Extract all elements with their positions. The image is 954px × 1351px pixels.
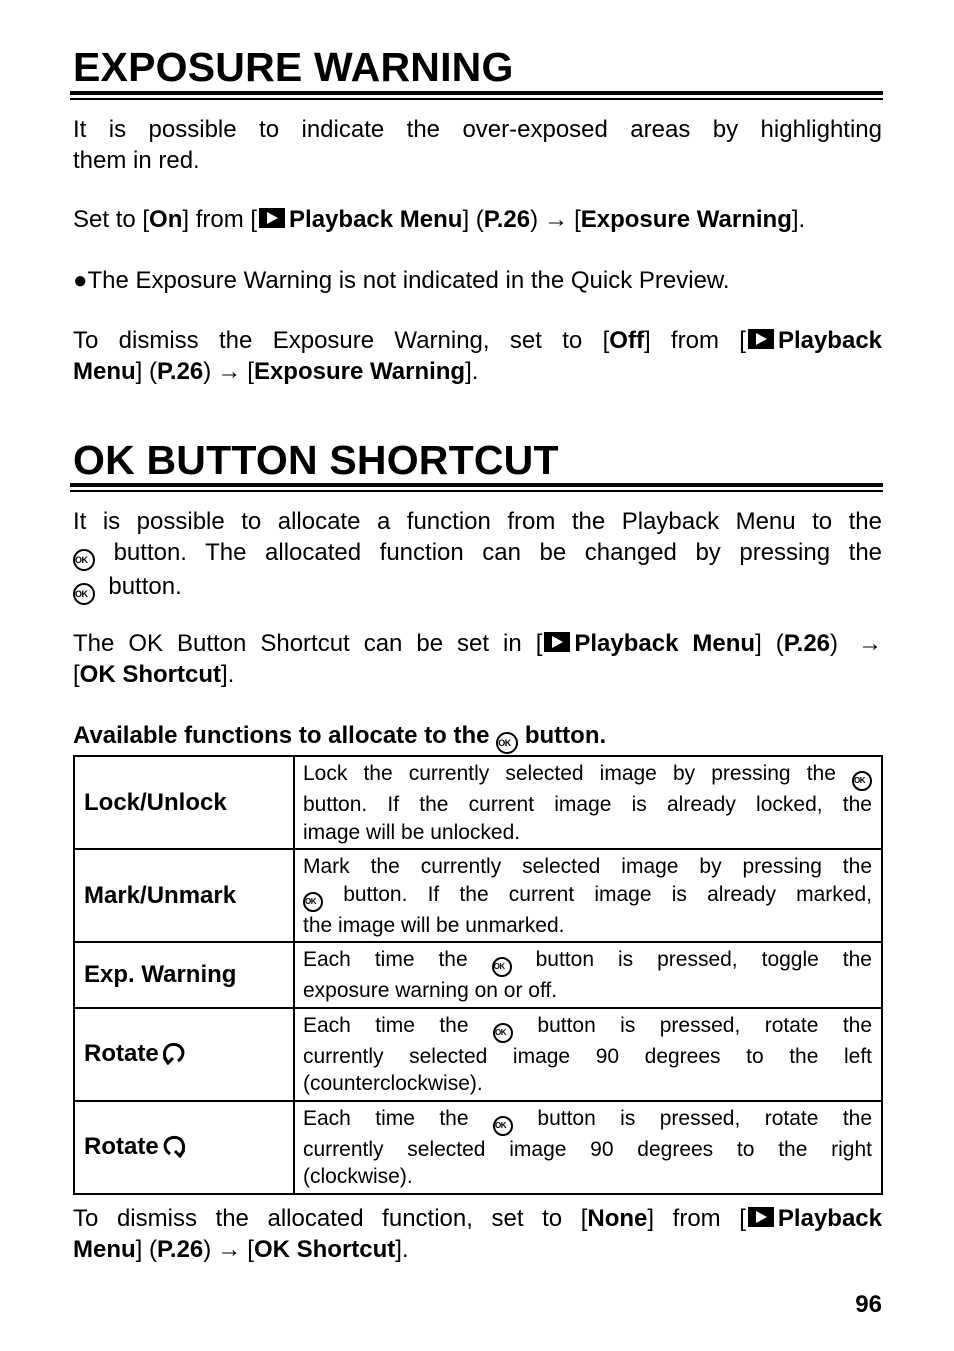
exposure-warning-set-instruction [73, 204, 882, 235]
ok-button-icon: OK [73, 549, 95, 571]
table-heading [73, 720, 882, 754]
function-description: Each time the OK button is pressed, rotate the currently selected image 90 degrees to the right (clockwise). [294, 1101, 882, 1194]
playback-icon [748, 329, 774, 349]
ok-shortcut-intro [73, 506, 882, 605]
dismiss-line: To dismiss the Exposure Warning, set to [Off] from [ Playback [73, 327, 883, 354]
title-rule [70, 91, 883, 100]
ok-button-shortcut-title: OK BUTTON SHORTCUT [73, 437, 559, 483]
ok-button-icon: OK [303, 892, 323, 912]
exposure-warning-note [73, 265, 882, 296]
playback-icon [748, 1207, 774, 1227]
exposure-warning-dismiss [73, 325, 882, 387]
intro-line: them in red. [73, 147, 200, 174]
ok-shortcut-set-instruction [73, 628, 882, 690]
page-number: 96 [855, 1291, 882, 1318]
arrow-icon: → [858, 630, 882, 657]
note-line: ●The Exposure Warning is not indicated in the Quick Preview. [73, 267, 730, 294]
playback-icon [259, 208, 285, 228]
table-row [74, 942, 882, 1008]
arrow-icon: → [217, 358, 242, 385]
ok-button-icon: OK [493, 1116, 513, 1136]
intro-line: It is possible to allocate a function from the Playback Menu to the [73, 508, 882, 535]
ok-button-icon: OK [496, 732, 518, 754]
table-row [74, 1008, 882, 1101]
function-name: Rotate [74, 1101, 294, 1194]
function-name: Rotate [74, 1008, 294, 1101]
ok-button-icon: OK [493, 1023, 513, 1043]
intro-line: OK button. The allocated function can be changed by pressing the [73, 537, 882, 571]
table-heading-line: Available functions to allocate to the OK button. [73, 720, 882, 754]
table-row [74, 756, 882, 849]
function-description: Lock the currently selected image by pressing the OK button. If the current image is already locked, the image will be unlocked. [294, 756, 882, 849]
function-description: Each time the OK button is pressed, rotate the currently selected image 90 degrees to the left (counterclockwise). [294, 1008, 882, 1101]
ok-button-icon: OK [492, 957, 512, 977]
function-description: Mark the currently selected image by pressing the OK button. If the current image is already marked, the image will be unmarked. [294, 849, 882, 942]
rotate-right-icon [161, 1134, 187, 1158]
intro-line: It is possible to indicate the over-exposed areas by highlighting [73, 116, 882, 143]
rotate-left-icon [161, 1041, 187, 1065]
exposure-warning-intro [73, 114, 882, 176]
intro-line: OK button. [73, 571, 882, 605]
arrow-icon: → [217, 1236, 242, 1263]
instruction-line: The OK Button Shortcut can be set in [ Playback Menu] (P.26) → [73, 630, 882, 657]
ok-button-icon: OK [73, 583, 95, 605]
dismiss-line: To dismiss the allocated function, set to [None] from [ Playback [73, 1205, 882, 1232]
title-rule [70, 483, 883, 492]
function-name: Lock/Unlock [74, 756, 294, 849]
dismiss-line: Menu] (P.26) → [OK Shortcut]. [73, 1236, 409, 1263]
instruction-line: Set to [On] from [ Playback Menu] (P.26) → [Exposure Warning]. [73, 206, 806, 233]
playback-icon [544, 632, 570, 652]
table-row [74, 1101, 882, 1194]
table-row [74, 849, 882, 942]
ok-shortcut-dismiss [73, 1203, 882, 1265]
arrow-icon: → [544, 206, 569, 233]
function-name: Mark/Unmark [74, 849, 294, 942]
ok-button-icon: OK [852, 771, 872, 791]
function-name: Exp. Warning [74, 942, 294, 1008]
ok-shortcut-functions-table [73, 755, 883, 1195]
exposure-warning-title: EXPOSURE WARNING [73, 44, 514, 90]
function-description: Each time the OK button is pressed, toggle the exposure warning on or off. [294, 942, 882, 1008]
instruction-line: [OK Shortcut]. [73, 661, 235, 688]
dismiss-line: Menu] (P.26) → [Exposure Warning]. [73, 358, 479, 385]
